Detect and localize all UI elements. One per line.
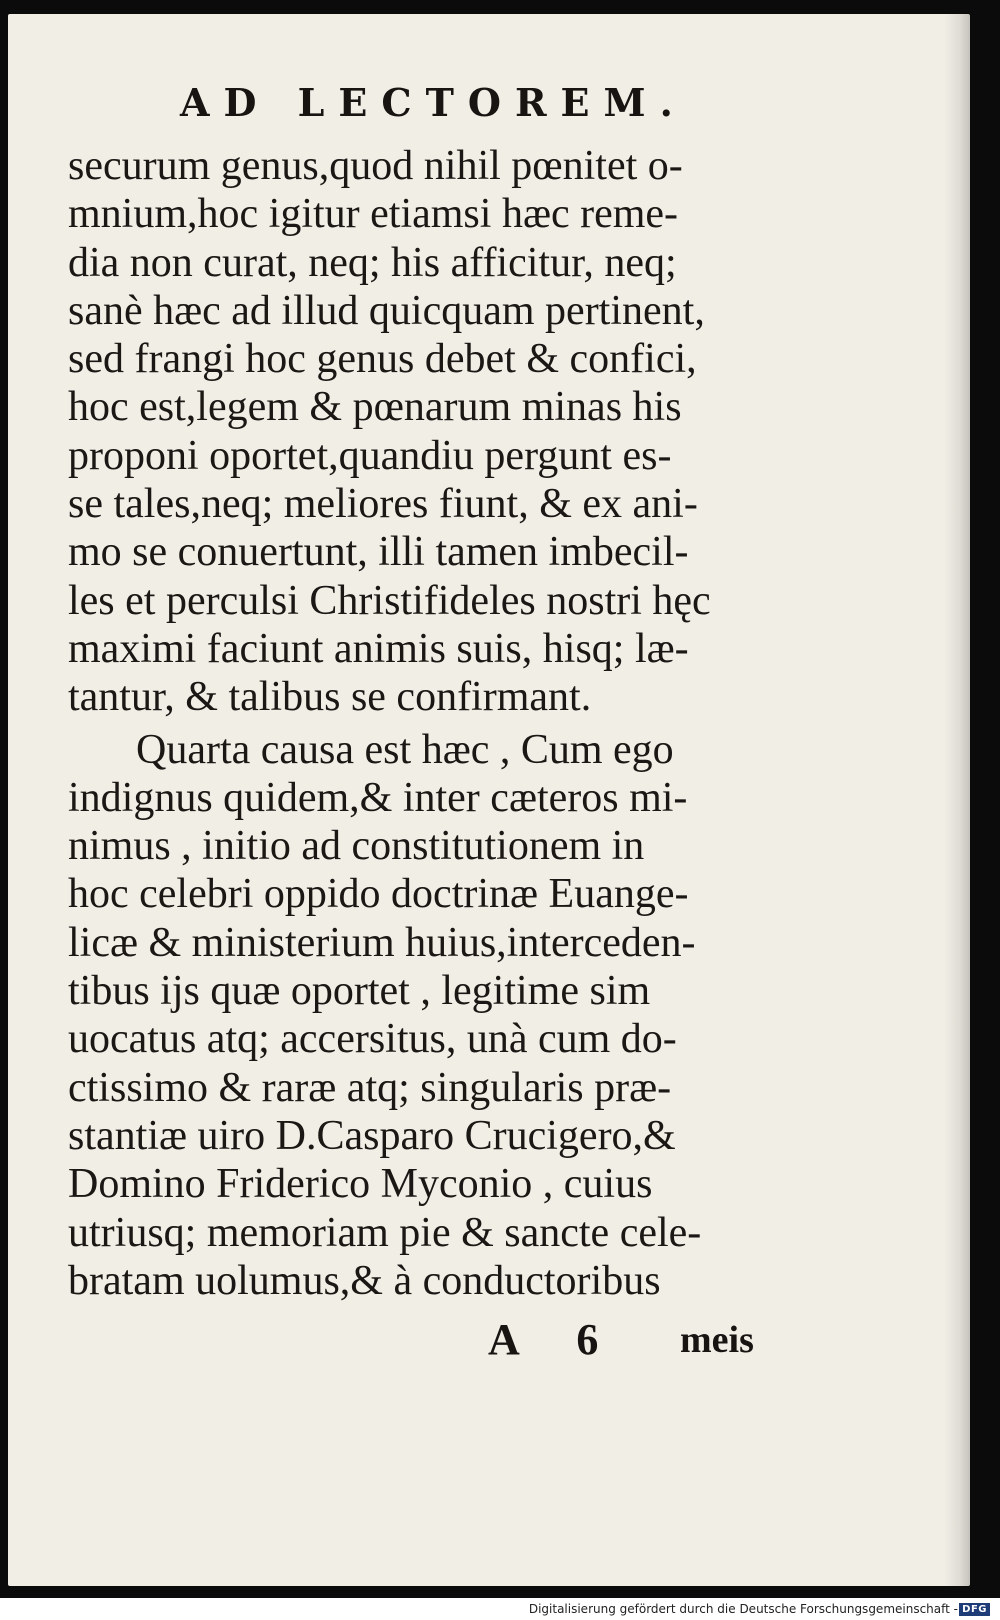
text-line: les et perculsi Christifideles nostri hęc (68, 577, 711, 624)
text-line: stantiæ uiro D.Casparo Crucigero,& (68, 1112, 676, 1159)
catchword: meis (680, 1319, 754, 1361)
body-text (68, 142, 784, 1305)
text-line: maximi faciunt animis suis, hisq; læ- (68, 625, 689, 672)
text-line: ctissimo & raræ atq; singularis præ- (68, 1064, 672, 1111)
paragraph-start-line: Quarta causa est hæc , Cum ego (136, 726, 674, 773)
funding-credit: Digitalisierung gefördert durch die Deutsche Forschungsgemeinschaft - (528, 1602, 958, 1616)
text-line: hoc est,legem & pœnarum minas his (68, 384, 682, 431)
text-line: nimus , initio ad constitutionem in (68, 823, 645, 870)
running-title: AD LECTOREM. (180, 80, 687, 125)
credit-bar (0, 1598, 1000, 1620)
page-edge-shadow (944, 14, 970, 1586)
text-line: securum genus,quod nihil pœnitet o- (68, 143, 683, 189)
text-line: indignus quidem,& inter cæteros mi- (68, 774, 688, 821)
text-line: tantur, & talibus se confirmant. (68, 674, 592, 721)
page-footer (8, 1314, 970, 1374)
text-line: sed frangi hoc genus debet & confici, (68, 336, 697, 383)
text-line: se tales,neq; meliores fiunt, & ex ani- (68, 481, 698, 528)
text-line: sanè hæc ad illud quicquam pertinent, (68, 287, 705, 334)
text-line: hoc celebri oppido doctrinæ Euange- (68, 871, 689, 918)
text-line: dia non curat, neq; his afficitur, neq; (68, 239, 677, 286)
text-line: mo se conuertunt, illi tamen imbecil- (68, 529, 689, 576)
book-page (8, 14, 970, 1586)
dfg-logo: DFG (959, 1603, 990, 1616)
text-line: uocatus atq; accersitus, unà cum do- (68, 1016, 677, 1063)
text-line: licæ & ministerium huius,interceden- (68, 919, 696, 966)
text-line: utriusq; memoriam pie & sancte cele- (68, 1209, 702, 1256)
text-line: proponi oportet,quandiu pergunt es- (68, 432, 672, 479)
signature-mark: A 6 (488, 1315, 623, 1364)
text-line: tibus ijs quæ oportet , legitime sim (68, 968, 651, 1015)
text-line: Domino Friderico Myconio , cuius (68, 1161, 653, 1208)
text-line: mnium,hoc igitur etiamsi hæc reme- (68, 191, 679, 238)
text-line: bratam uolumus,& à conductoribus (68, 1257, 661, 1304)
